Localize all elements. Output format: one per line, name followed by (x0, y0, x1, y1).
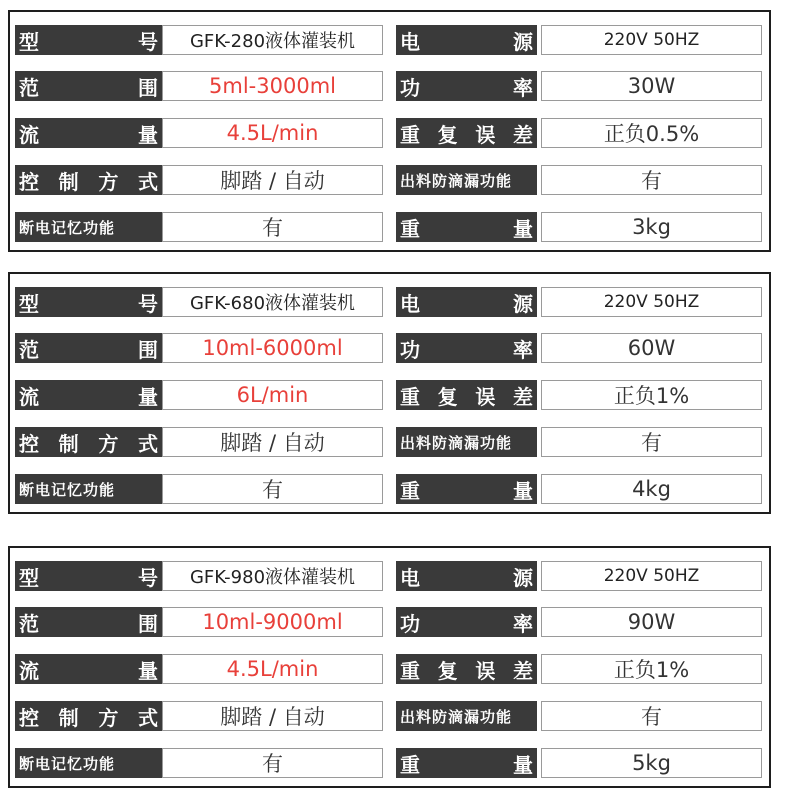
error-label-char: 复 (437, 658, 458, 683)
memory-value: 有 (162, 748, 383, 778)
model-label-char: 型 (19, 565, 39, 590)
weight-label (396, 748, 537, 778)
spec-row (10, 607, 769, 637)
power-value: 220V 50HZ (541, 25, 762, 55)
model-label-char: 号 (138, 29, 158, 54)
spec-row (10, 118, 769, 148)
model-label (15, 25, 162, 55)
error-label-char: 重 (400, 658, 420, 683)
control-label-char: 方 (98, 705, 119, 730)
power-label-char: 电 (400, 565, 420, 590)
spec-row (10, 71, 769, 101)
flow-label (15, 380, 162, 410)
control-label-char: 式 (137, 431, 158, 456)
power-label-char: 源 (513, 29, 533, 54)
control-label-char: 制 (58, 431, 79, 456)
power-label-char: 电 (400, 291, 420, 316)
spec-row (10, 333, 769, 363)
anti-drip-label: 出料防滴漏功能 (396, 701, 537, 731)
range-label-char: 围 (138, 75, 158, 100)
control-label (15, 427, 162, 457)
error-label-char: 差 (512, 658, 533, 683)
spec-row (10, 701, 769, 731)
memory-value: 有 (162, 474, 383, 504)
error-value: 正负0.5% (541, 118, 762, 148)
spec-row (10, 561, 769, 591)
wattage-label (396, 71, 537, 101)
spec-row (10, 427, 769, 457)
control-label-char: 控 (19, 705, 39, 730)
range-label-char: 围 (138, 337, 158, 362)
spec-panel (8, 546, 771, 788)
power-label-char: 源 (513, 565, 533, 590)
weight-label (396, 474, 537, 504)
power-value: 220V 50HZ (541, 287, 762, 317)
spec-row (10, 165, 769, 195)
range-value: 10ml-9000ml (162, 607, 383, 637)
model-label-char: 型 (19, 29, 39, 54)
flow-value: 6L/min (162, 380, 383, 410)
model-value: GFK-980液体灌装机 (162, 561, 383, 591)
memory-value: 有 (162, 212, 383, 242)
model-value: GFK-280液体灌装机 (162, 25, 383, 55)
wattage-label-char: 率 (513, 611, 533, 636)
weight-label-char: 量 (513, 216, 533, 241)
range-label-char: 范 (19, 337, 39, 362)
error-label (396, 654, 537, 684)
error-label-char: 重 (400, 122, 420, 147)
control-label (15, 701, 162, 731)
anti-drip-label: 出料防滴漏功能 (396, 427, 537, 457)
error-value: 正负1% (541, 380, 762, 410)
spec-row (10, 25, 769, 55)
weight-label-char: 重 (400, 216, 420, 241)
error-label-char: 重 (400, 384, 420, 409)
memory-label: 断电记忆功能 (15, 474, 162, 504)
spec-panel (8, 10, 771, 252)
range-label-char: 范 (19, 75, 39, 100)
model-label-char: 号 (138, 565, 158, 590)
control-label-char: 制 (58, 705, 79, 730)
flow-value: 4.5L/min (162, 118, 383, 148)
error-label-char: 复 (437, 384, 458, 409)
model-label (15, 561, 162, 591)
power-label-char: 电 (400, 29, 420, 54)
error-label (396, 380, 537, 410)
model-label (15, 287, 162, 317)
flow-label-char: 流 (19, 122, 39, 147)
control-value: 脚踏 / 自动 (162, 165, 383, 195)
model-value: GFK-680液体灌装机 (162, 287, 383, 317)
control-value: 脚踏 / 自动 (162, 701, 383, 731)
flow-value: 4.5L/min (162, 654, 383, 684)
power-label (396, 25, 537, 55)
error-label-char: 差 (512, 122, 533, 147)
control-label-char: 式 (137, 169, 158, 194)
weight-label-char: 量 (513, 478, 533, 503)
error-label (396, 118, 537, 148)
error-value: 正负1% (541, 654, 762, 684)
anti-drip-label: 出料防滴漏功能 (396, 165, 537, 195)
wattage-label-char: 功 (400, 75, 420, 100)
wattage-label-char: 功 (400, 611, 420, 636)
weight-value: 3kg (541, 212, 762, 242)
range-label (15, 607, 162, 637)
control-label (15, 165, 162, 195)
error-label-char: 复 (437, 122, 458, 147)
flow-label-char: 量 (138, 658, 158, 683)
wattage-label (396, 333, 537, 363)
flow-label-char: 流 (19, 384, 39, 409)
spec-row (10, 748, 769, 778)
spec-row (10, 474, 769, 504)
weight-value: 5kg (541, 748, 762, 778)
weight-value: 4kg (541, 474, 762, 504)
wattage-label-char: 率 (513, 337, 533, 362)
flow-label-char: 量 (138, 122, 158, 147)
range-label (15, 71, 162, 101)
anti-drip-value: 有 (541, 701, 762, 731)
wattage-value: 30W (541, 71, 762, 101)
anti-drip-value: 有 (541, 427, 762, 457)
wattage-label-char: 功 (400, 337, 420, 362)
control-label-char: 控 (19, 431, 39, 456)
flow-label-char: 量 (138, 384, 158, 409)
power-label-char: 源 (513, 291, 533, 316)
flow-label (15, 654, 162, 684)
weight-label-char: 量 (513, 752, 533, 777)
spec-row (10, 212, 769, 242)
error-label-char: 误 (475, 658, 496, 683)
model-label-char: 号 (138, 291, 158, 316)
spec-row (10, 287, 769, 317)
power-value: 220V 50HZ (541, 561, 762, 591)
error-label-char: 误 (475, 384, 496, 409)
power-label (396, 561, 537, 591)
range-value: 10ml-6000ml (162, 333, 383, 363)
range-label (15, 333, 162, 363)
control-label-char: 制 (58, 169, 79, 194)
wattage-value: 60W (541, 333, 762, 363)
weight-label (396, 212, 537, 242)
wattage-label (396, 607, 537, 637)
anti-drip-value: 有 (541, 165, 762, 195)
model-label-char: 型 (19, 291, 39, 316)
control-value: 脚踏 / 自动 (162, 427, 383, 457)
error-label-char: 差 (512, 384, 533, 409)
weight-label-char: 重 (400, 478, 420, 503)
control-label-char: 方 (98, 431, 119, 456)
control-label-char: 式 (137, 705, 158, 730)
control-label-char: 控 (19, 169, 39, 194)
range-label-char: 范 (19, 611, 39, 636)
range-value: 5ml-3000ml (162, 71, 383, 101)
spec-panel (8, 272, 771, 514)
error-label-char: 误 (475, 122, 496, 147)
power-label (396, 287, 537, 317)
spec-row (10, 380, 769, 410)
range-label-char: 围 (138, 611, 158, 636)
memory-label: 断电记忆功能 (15, 212, 162, 242)
wattage-value: 90W (541, 607, 762, 637)
flow-label-char: 流 (19, 658, 39, 683)
wattage-label-char: 率 (513, 75, 533, 100)
spec-row (10, 654, 769, 684)
weight-label-char: 重 (400, 752, 420, 777)
control-label-char: 方 (98, 169, 119, 194)
memory-label: 断电记忆功能 (15, 748, 162, 778)
flow-label (15, 118, 162, 148)
